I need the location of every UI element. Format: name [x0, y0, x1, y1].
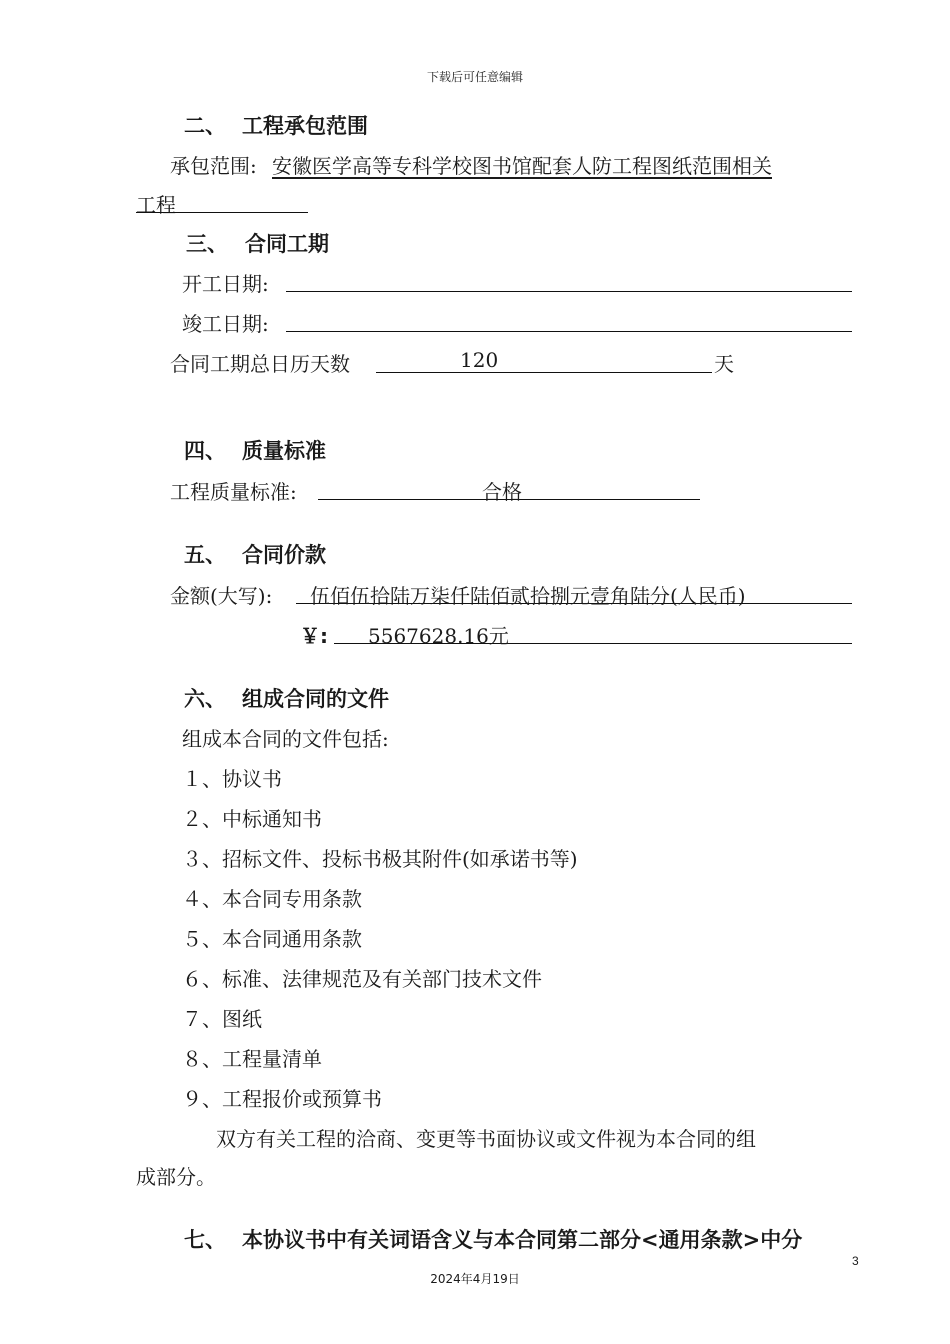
quality-value: 合格	[482, 480, 522, 504]
total-days-line-b	[432, 372, 514, 373]
scope-value-line2: 工程	[136, 193, 176, 217]
list-item: ３、招标文件、投标书极其附件(如承诺书等)	[182, 847, 578, 871]
amount-number-value: 5567628.16元	[368, 624, 509, 648]
section-5-title: 合同价款	[242, 543, 326, 567]
total-days-unit: 天	[714, 352, 734, 376]
list-item: １、协议书	[182, 767, 282, 791]
list-item: ５、本合同通用条款	[182, 927, 362, 951]
section-2-number: 二、	[184, 114, 226, 138]
section-7-title: 本协议书中有关词语含义与本合同第二部分<通用条款>中分	[242, 1228, 803, 1252]
section-4-title: 质量标准	[242, 439, 326, 463]
total-days-line-a	[376, 372, 432, 373]
closing-paragraph-line1: 双方有关工程的洽商、变更等书面协议或文件视为本合同的组	[216, 1127, 756, 1151]
closing-paragraph-line2: 成部分。	[136, 1165, 216, 1189]
amount-number-line-a	[334, 643, 354, 644]
amount-number-line-d	[656, 643, 852, 644]
total-days-line-d	[550, 372, 700, 373]
amount-words-value: 伍佰伍拾陆万柒仟陆佰贰拾捌元壹角陆分(人民币)	[310, 584, 746, 608]
start-date-line	[286, 291, 852, 292]
section-7-number: 七、	[184, 1228, 226, 1252]
list-item: ８、工程量清单	[182, 1047, 322, 1071]
section-6-title: 组成合同的文件	[242, 687, 389, 711]
amount-words-label: 金额(大写):	[170, 584, 273, 608]
section-2-title: 工程承包范围	[242, 114, 368, 138]
list-item: ４、本合同专用条款	[182, 887, 362, 911]
list-item: ７、图纸	[182, 1007, 262, 1031]
page-number: 3	[852, 1254, 859, 1268]
documents-intro: 组成本合同的文件包括:	[182, 727, 389, 751]
section-6-number: 六、	[184, 687, 226, 711]
end-date-label: 竣工日期:	[182, 312, 269, 336]
section-3-title: 合同工期	[245, 232, 329, 256]
scope-underline	[136, 212, 308, 213]
page-header: 下载后可任意编辑	[426, 70, 523, 84]
scope-value-line1: 安徽医学高等专科学校图书馆配套人防工程图纸范围相关	[272, 154, 772, 178]
section-3-number: 三、	[186, 232, 228, 256]
yen-label: ￥:	[300, 624, 328, 648]
total-days-line-e	[700, 372, 712, 373]
section-4-number: 四、	[184, 439, 226, 463]
quality-label: 工程质量标准:	[170, 480, 297, 504]
list-item: ９、工程报价或预算书	[182, 1087, 382, 1111]
section-5-number: 五、	[184, 543, 226, 567]
end-date-line	[286, 331, 852, 332]
list-item: ６、标准、法律规范及有关部门技术文件	[182, 967, 542, 991]
amount-number-line-c	[540, 643, 656, 644]
list-item: ２、中标通知书	[182, 807, 322, 831]
total-days-label: 合同工期总日历天数	[170, 352, 350, 376]
total-days-value: 120	[460, 348, 499, 372]
start-date-label: 开工日期:	[182, 272, 269, 296]
total-days-line-c	[514, 372, 550, 373]
scope-label: 承包范围:	[170, 154, 257, 178]
footer-date: 2024年4月19日	[430, 1272, 520, 1286]
